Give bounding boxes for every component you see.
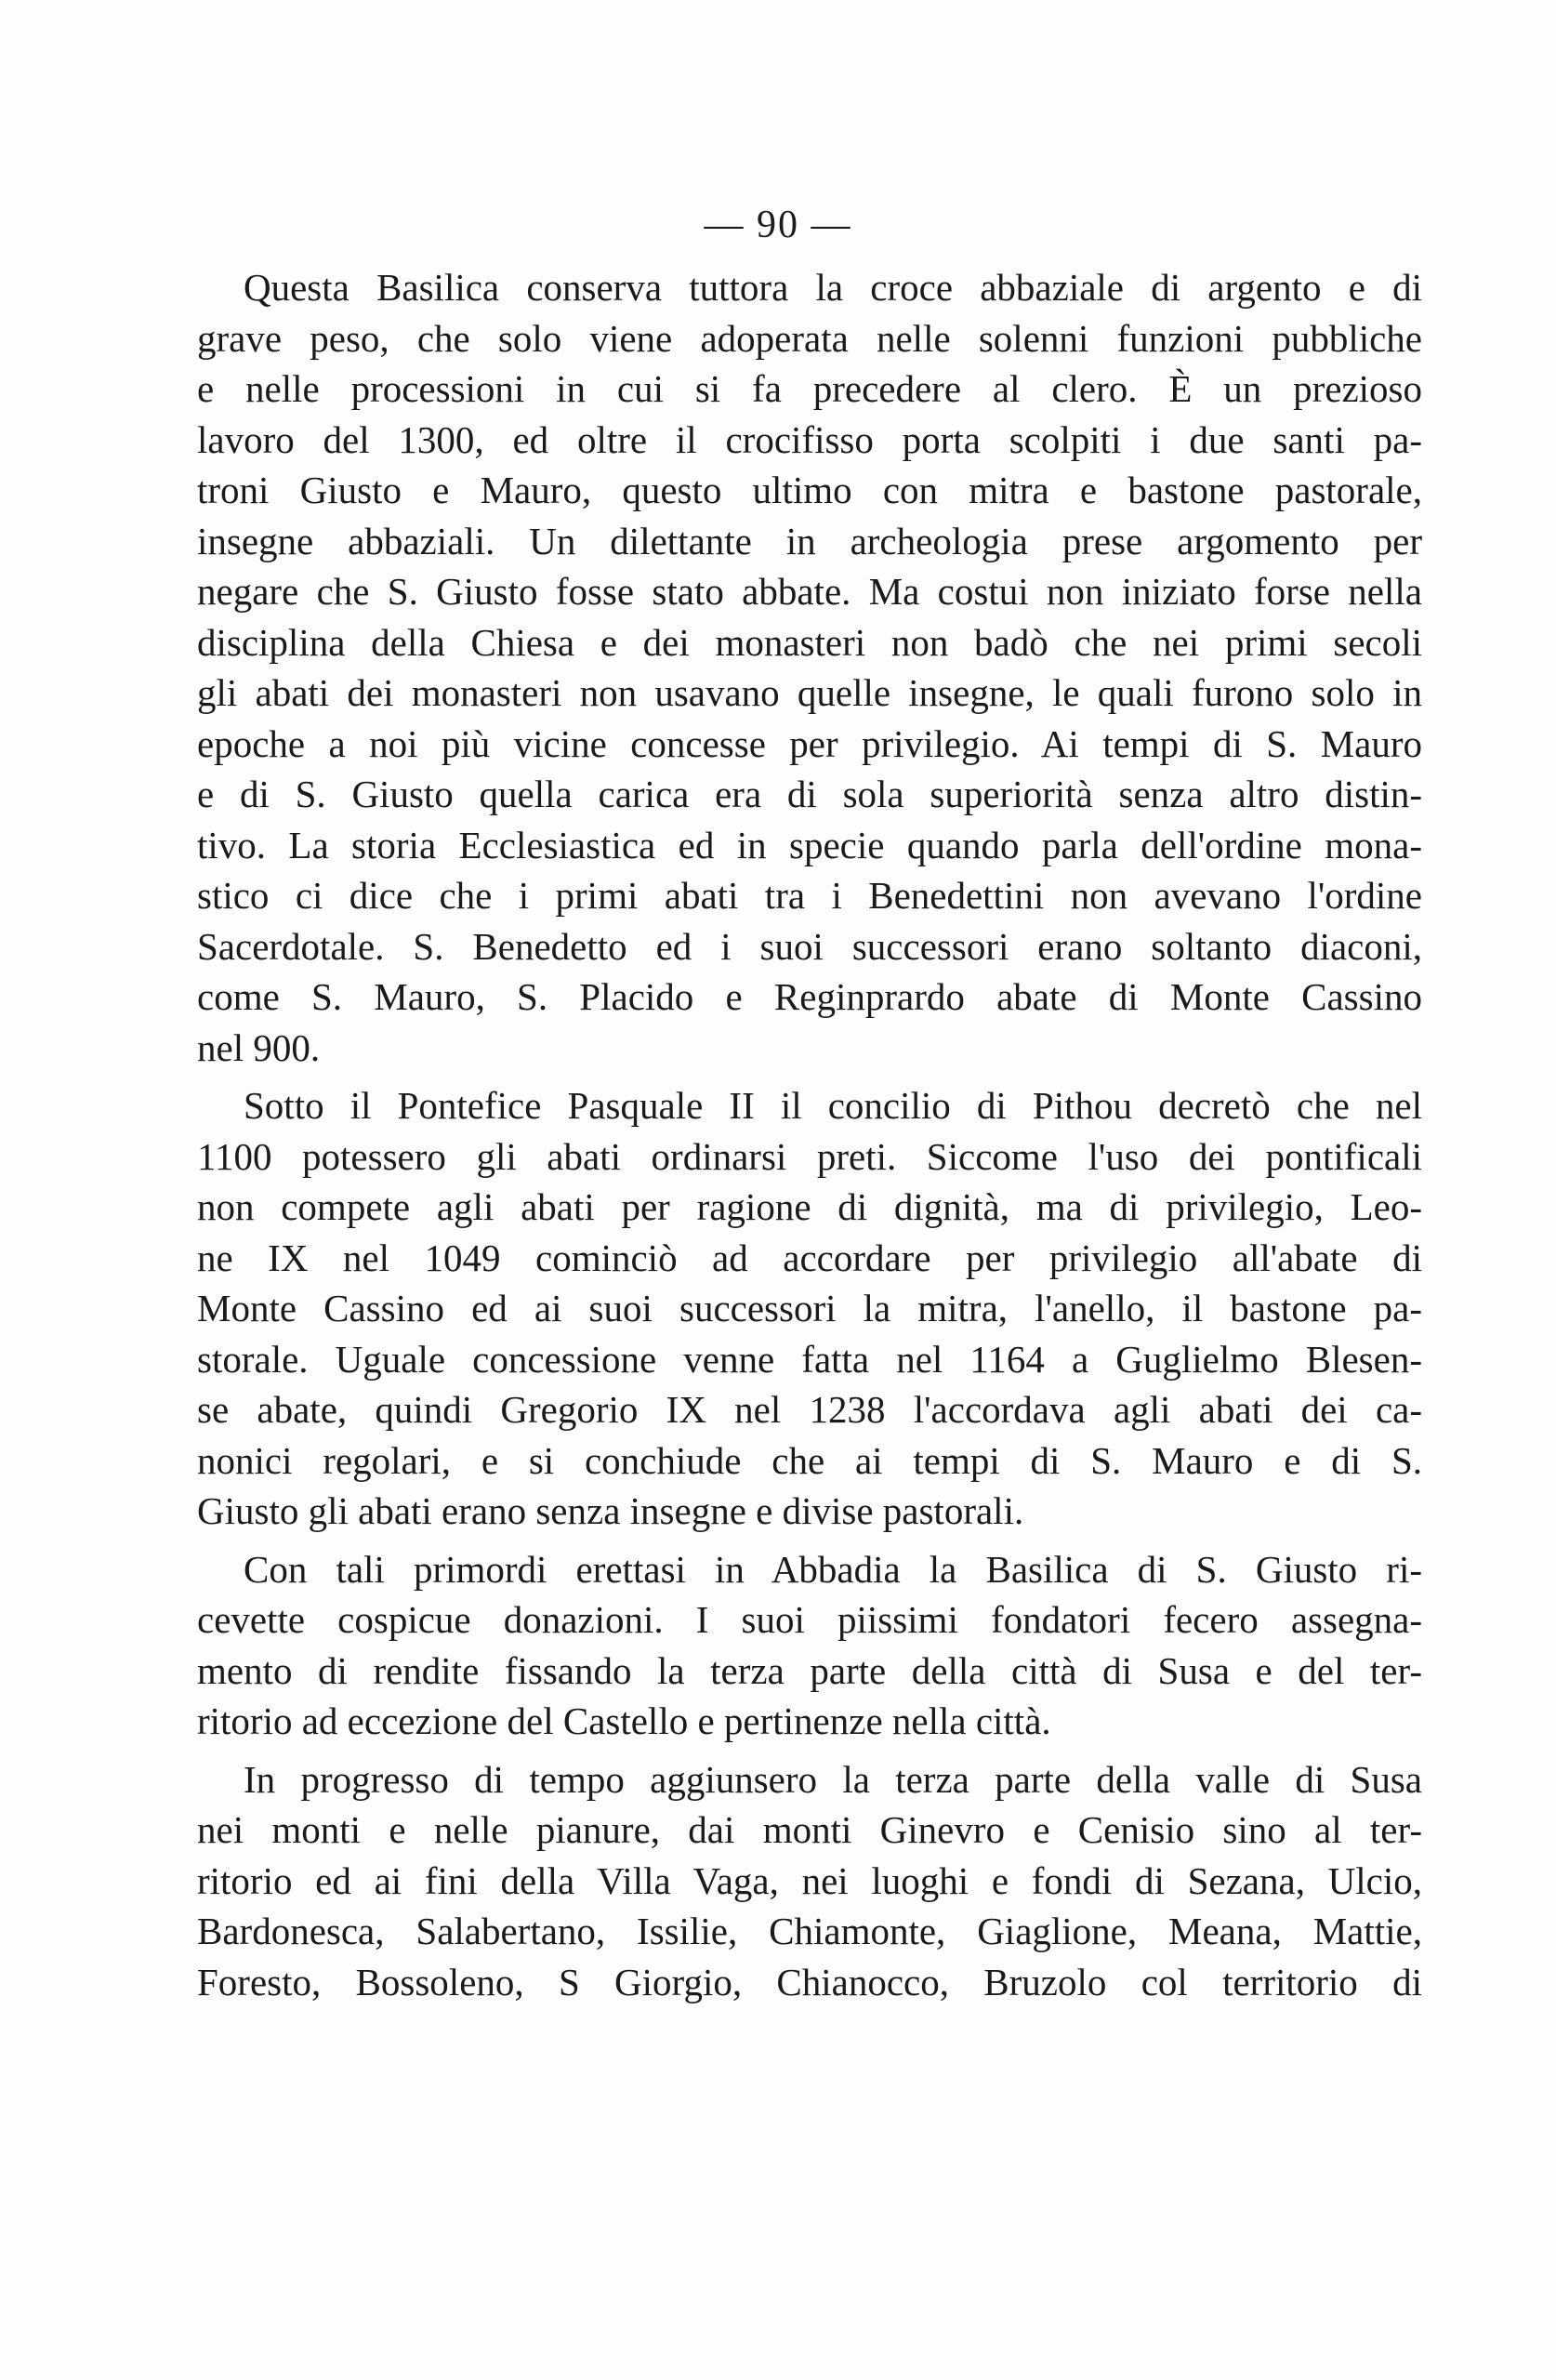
paragraph-1 <box>197 262 1422 1073</box>
text-line: come S. Mauro, S. Placido e Reginprardo abate di Monte Cassino <box>197 975 1422 1018</box>
text-line: Foresto, Bossoleno, S Giorgio, Chianocco, Bruzolo col territorio di <box>197 1960 1422 2003</box>
text-line: non compete agli abati per ragione di dignità, ma di privilegio, Leo- <box>197 1185 1422 1228</box>
text-line: Con tali primordi erettasi in Abbadia la Basilica di S. Giusto ri- <box>244 1547 1422 1591</box>
text-line: lavoro del 1300, ed oltre il crocifisso porta scolpiti i due santi pa- <box>197 417 1422 461</box>
text-line: disciplina della Chiesa e dei monasteri non badò che nei primi secoli <box>197 620 1422 664</box>
text-line: stico ci dice che i primi abati tra i Benedettini non avevano l'ordine <box>197 874 1422 917</box>
text-line: insegne abbaziali. Un dilettante in archeologia prese argomento per <box>197 519 1422 562</box>
text-line: negare che S. Giusto fosse stato abbate. Ma costui non iniziato forse nella <box>197 570 1422 613</box>
paragraph-2 <box>197 1080 1422 1537</box>
text-line: ritorio ed ai fini della Villa Vaga, nei luoghi e fondi di Sezana, Ulcio, <box>197 1858 1422 1902</box>
text-line: Giusto gli abati erano senza insegne e divise pastorali. <box>197 1489 1024 1532</box>
text-line: nel 900. <box>197 1025 321 1069</box>
text-line: nonici regolari, e si conchiude che ai tempi di S. Mauro e di S. <box>197 1438 1422 1482</box>
text-line: troni Giusto e Mauro, questo ultimo con mitra e bastone pastorale, <box>197 469 1422 511</box>
page-number: — 90 — <box>704 204 852 246</box>
text-line: Bardonesca, Salabertano, Issilie, Chiamonte, Giaglione, Meana, Mattie, <box>197 1910 1422 1952</box>
text-line: In progresso di tempo aggiunsero la terza parte della valle di Susa <box>244 1757 1422 1801</box>
text-line: se abate, quindi Gregorio IX nel 1238 l'accordava agli abati dei ca- <box>197 1388 1422 1431</box>
paragraph-4 <box>197 1754 1422 2008</box>
text-line: ritorio ad eccezione del Castello e pertinenze nella città. <box>197 1699 1051 1742</box>
text-line: tivo. La storia Ecclesiastica ed in specie quando parla dell'ordine mona- <box>197 823 1422 866</box>
text-line: ne IX nel 1049 cominciò ad accordare per privilegio all'abate di <box>197 1236 1422 1279</box>
text-line: epoche a noi più vicine concesse per privilegio. Ai tempi di S. Mauro <box>197 721 1422 765</box>
text-line: e di S. Giusto quella carica era di sola superiorità senza altro distin- <box>197 773 1422 815</box>
text-line: Questa Basilica conserva tuttora la croce abbaziale di argento e di <box>244 266 1422 309</box>
text-line: grave peso, che solo viene adoperata nelle solenni funzioni pubbliche <box>197 316 1422 360</box>
text-line: 1100 potessero gli abati ordinarsi preti. Siccome l'uso dei pontificali <box>197 1134 1422 1178</box>
text-line: Sacerdotale. S. Benedetto ed i suoi successori erano soltanto diaconi, <box>197 924 1422 968</box>
text-line: storale. Uguale concessione venne fatta nel 1164 a Guglielmo Blesen- <box>197 1337 1422 1381</box>
text-line: e nelle processioni in cui si fa precedere al clero. È un prezioso <box>197 367 1422 410</box>
text-line: Monte Cassino ed ai suoi successori la mitra, l'anello, il bastone pa- <box>197 1287 1422 1329</box>
text-line: mento di rendite fissando la terza parte della città di Susa e del ter- <box>197 1648 1422 1692</box>
body-text <box>197 262 1422 2015</box>
text-line: nei monti e nelle pianure, dai monti Ginevro e Cenisio sino al ter- <box>197 1808 1422 1851</box>
text-line: Sotto il Pontefice Pasquale II il concilio di Pithou decretò che nel <box>244 1084 1422 1127</box>
paragraph-3 <box>197 1544 1422 1747</box>
text-line: cevette cospicue donazioni. I suoi piissimi fondatori fecero assegna- <box>197 1598 1422 1641</box>
text-line: gli abati dei monasteri non usavano quelle insegne, le quali furono solo in <box>197 671 1422 714</box>
